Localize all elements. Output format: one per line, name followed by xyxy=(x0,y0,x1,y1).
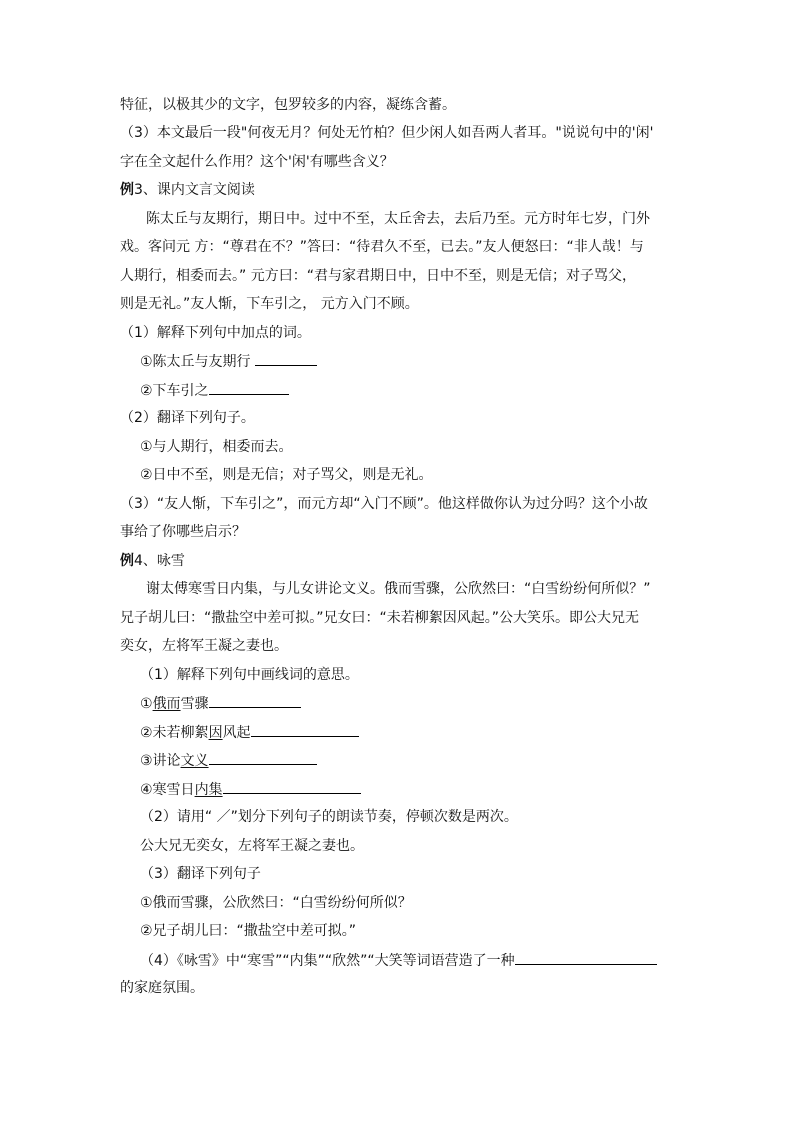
passage-line: 则是无礼。”友人惭，下车引之， 元方入门不顾。 xyxy=(120,296,419,312)
question-label: （3）翻译下列句子 xyxy=(140,866,261,882)
answer-blank[interactable] xyxy=(209,751,317,765)
passage-line: 奕女，左将军王凝之妻也。 xyxy=(120,638,288,654)
answer-blank[interactable] xyxy=(251,723,359,737)
question-item: ①俄而雪骤，公欣然曰：“白雪纷纷何所似？ xyxy=(140,895,412,911)
passage-line: 人期行，相委而去。” 元方曰：“君与家君期日中，日中不至，则是无信；对子骂父， xyxy=(120,268,636,284)
question-item xyxy=(140,751,317,770)
question-item xyxy=(140,381,289,400)
question-item: ①与人期行，相委而去。 xyxy=(140,439,293,455)
question-item xyxy=(140,352,317,371)
question-label: （2）请用“ ／”划分下列句子的朗读节奏，停顿次数是两次。 xyxy=(140,809,518,825)
question-label: （2）翻译下列句子。 xyxy=(120,410,255,426)
passage-line: 谢太傅寒雪日内集，与儿女讲论文义。俄而雪骤，公欣然曰：“白雪纷纷何所似？” xyxy=(146,581,651,597)
answer-blank[interactable] xyxy=(223,780,361,794)
question-line: 的家庭氛围。 xyxy=(120,980,204,996)
question-text: ①陈太丘与友期行 xyxy=(140,354,251,370)
underlined-word: 内集 xyxy=(194,782,223,798)
example-label: 例 xyxy=(120,182,134,198)
example-title: 4、咏雪 xyxy=(134,553,185,569)
item-number: ① xyxy=(140,696,153,712)
question-text: ②下车引之 xyxy=(140,383,209,399)
question-line: 事给了你哪些启示？ xyxy=(120,524,246,540)
question-3-3-line1: （3）本文最后一段"何夜无月？何处无竹柏？但少闲人如吾两人者耳。"说说句中的'闲' xyxy=(120,125,654,141)
question-item: ②兄子胡儿曰：“撒盐空中差可拟。” xyxy=(140,923,357,939)
question-label: （1）解释下列句中画线词的意思。 xyxy=(140,667,359,683)
question-3-3-line2: 字在全文起什么作用？这个'闲'有哪些含义？ xyxy=(120,154,394,170)
example-3-heading xyxy=(120,181,255,199)
question-item xyxy=(140,723,359,742)
answer-blank[interactable] xyxy=(515,951,657,965)
question-text: ③讲论 xyxy=(140,753,181,769)
answer-blank[interactable] xyxy=(255,352,317,366)
question-text: （4）《咏雪》中“寒雪”“内集”“欣然”“大笑等词语营造了一种 xyxy=(140,953,515,969)
question-line: （3）“友人惭，下车引之”，而元方却“入门不顾”。他这样做你认为过分吗？这个小故 xyxy=(120,496,648,512)
underlined-word: 俄而 xyxy=(152,696,181,712)
example-4-heading xyxy=(120,552,185,570)
passage-line: 戏。客问元 方：“尊君在不？”答曰：“待君久不至，已去。”友人便怒曰：“非人哉！与 xyxy=(120,239,644,255)
question-item xyxy=(140,780,361,799)
example-label: 例 xyxy=(120,553,134,569)
question-item: ②日中不至，则是无信；对子骂父，则是无礼。 xyxy=(140,467,433,483)
question-line xyxy=(140,951,657,970)
question-text: ④寒雪日 xyxy=(140,782,195,798)
underlined-word: 文义 xyxy=(180,753,209,769)
question-text: ②未若柳絮 xyxy=(140,725,209,741)
example-title: 3、课内文言文阅读 xyxy=(134,182,255,198)
question-text: 风起 xyxy=(222,725,251,741)
question-label: （1）解释下列句中加点的词。 xyxy=(120,325,311,341)
answer-blank[interactable] xyxy=(209,381,289,395)
question-item xyxy=(140,694,301,713)
passage-line: 兄子胡儿曰：“撒盐空中差可拟。”兄女曰：“未若柳絮因风起。”公大笑乐。即公大兄无 xyxy=(120,610,640,626)
question-sentence: 公大兄无奕女，左将军王凝之妻也。 xyxy=(140,838,364,854)
text-line: 特征，以极其少的文字，包罗较多的内容，凝练含蓄。 xyxy=(120,97,456,113)
answer-blank[interactable] xyxy=(209,694,301,708)
question-text: 雪骤 xyxy=(180,696,209,712)
underlined-word: 因 xyxy=(208,725,223,741)
passage-line: 陈太丘与友期行，期日中。过中不至，太丘舍去，去后乃至。元方时年七岁，门外 xyxy=(146,211,650,227)
